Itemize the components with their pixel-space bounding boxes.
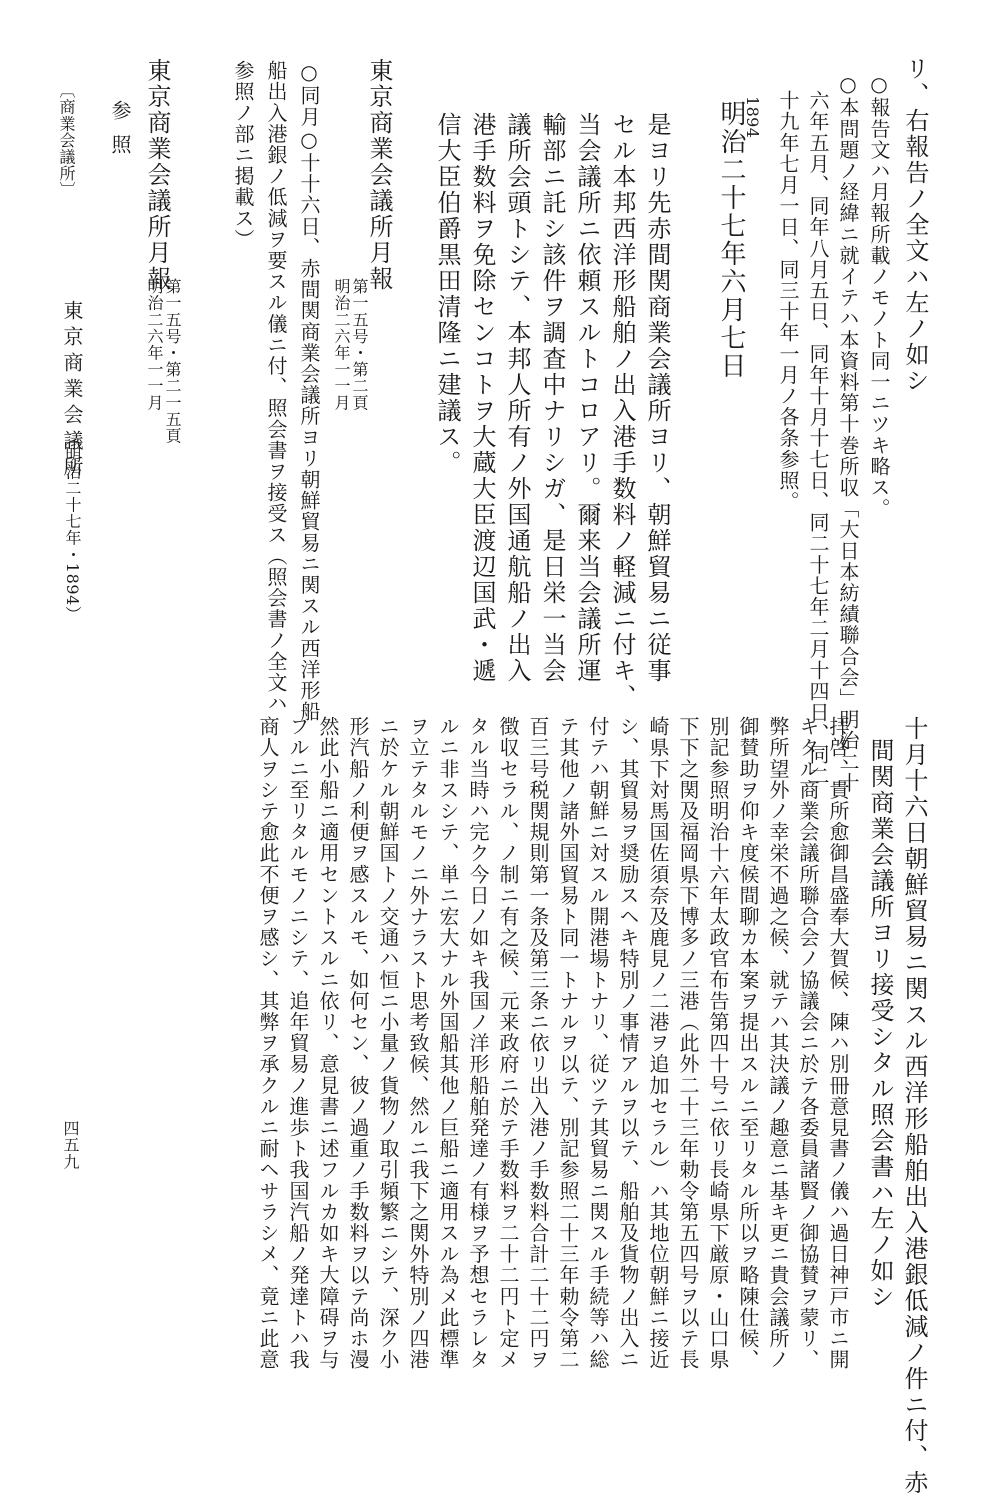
footer-name: 東京商業会議所 [60,300,84,482]
body-column: セル本邦西洋形船舶ノ出入港手数料ノ軽減ニ付キ、 [608,112,636,710]
letter-column: 然此小船ニ適用セントスルニ依リ、意見書ニ述フルカ如キ大障碍ヲ与 [316,716,340,1371]
year-note: 1894 [743,96,762,139]
source-text: 船出入港銀ノ低減ヲ要スル儀ニ付、照会書ヲ接受ス（照会書ノ全文ハ [264,60,288,715]
body-column: 当会議所ニ依頼スルトコロアリ。爾来当会議所運 [573,112,601,684]
letter-column: フルニ至リタルモノニシテ、追年貿易ノ進歩ト我国汽船ノ発達トハ我 [286,716,310,1371]
footer-org: 〔商業会議所〕 [57,82,76,199]
source-text: ○同月○十十六日、赤間関商業会議所ヨリ朝鮮貿易ニ関スル西洋形船 [297,60,321,723]
letter-column: テ其他ノ諸外国貿易ト同一トナルヲ以テ、別記参照二十三年勅令第二 [556,716,580,1371]
letter-column: タル当時ハ完ク今日ノ如キ我国ノ洋形船舶発達ノ有様ヲ予想セラレタ [466,716,490,1371]
letter-column: 商人ヲシテ愈此不便ヲ感シ、其弊ヲ承クルニ耐ヘサラシメ、竟ニ此意 [256,716,280,1371]
letter-column: キタル商業会議所聯合会ノ協議会ニ於テ各委員諸賢ノ御協賛ヲ蒙リ、 [796,716,820,1371]
letter-column: 弊所望外ノ幸栄不過之候、就テハ其決議ノ趣意ニ基キ更ニ貴会議所ノ [766,716,790,1371]
source-title: 東京商業会議所月報 [365,58,393,292]
text-column: 間関商業会議所ヨリ接受シタル照会書ハ左ノ如シ [866,738,894,1310]
letter-column: 別記参照明治十六年太政官布告第四十号ニ依リ長崎県下厳原・山口県 [706,716,730,1371]
note-column: ○報告文ハ月報所載ノモノト同一ニツキ略ス。 [867,72,891,520]
letter-column: ニ於ケル朝鮮国トノ交通ハ恒ニ小量ノ貨物ノ取引頻繁ニシテ、深ク小 [376,716,400,1371]
page-number: 四五九 [61,1120,80,1170]
text-column: 十月十六日朝鮮貿易ニ関スル西洋形船舶出入港銀低減ノ件ニ付、赤 [900,716,928,1496]
letter-column: 徴収セラル、ノ制ニ有之候、元来政府ニ於テ手数料ヲ二十二円ト定メ [496,716,520,1371]
source-ref: 第一五号・第二一五頁 [163,278,182,444]
letter-column: 拝啓、貴所愈御昌盛奉大賀候、陳ハ別冊意見書ノ儀ハ過日神戸市ニ開 [826,716,850,1371]
letter-column: ルニ非スシテ、単ニ宏大ナル外国船其他ノ巨船ニ適用スル為メ此標準 [436,716,460,1371]
source-title: 東京商業会議所月報 [143,58,171,292]
sanko-heading: 参照 [108,100,132,168]
note-column: ○本問題ノ経緯ニ就イテハ本資料第十巻所収「大日本紡績聯合会」明治二十 [836,72,860,794]
body-column: 議所会頭トシテ、本邦人所有ノ外国通航船ノ出入 [503,112,531,684]
letter-column: 付テハ朝鮮ニ対スル開港場トナリ、従ツテ其貿易ニ関スル手続等ハ総 [586,716,610,1371]
body-column: 港手数料ヲ免除センコトヲ大蔵大臣渡辺国武・遞 [468,112,496,684]
body-column: 輸部ニ託シ該件ヲ調査中ナリシガ、是日栄一当会 [538,112,566,684]
source-date: 明治二六年一一月 [332,278,351,411]
source-ref: 第一五号・第二頁 [350,278,369,411]
footer-year: （明治二十七年・1894） [63,430,82,623]
letter-column: シ、其貿易ヲ奨励スヘキ特別ノ事情アルヲ以テ、船舶及貨物ノ出入ニ [616,716,640,1371]
letter-column: 形汽船ノ利便ヲ感スルモ、如何セン、彼ノ過重ノ手数料ヲ以テ尚ホ漫 [346,716,370,1371]
body-column: 信大臣伯爵黒田清隆ニ建議ス。 [433,112,461,476]
letter-column: 百三号税関規則第一条及第三条ニ依リ出入港ノ手数料合計二十二円ヲ [526,716,550,1371]
source-text: 参照ノ部ニ掲載ス） [231,60,255,250]
note-column: 六年五月、同年八月五日、同年十月十七日、同二十七年二月十四日、同二 [806,90,830,787]
note-column: 十九年七月一日、同三十年一月ノ各条参照。 [776,90,800,512]
body-column: 是ヨリ先赤間関商業会議所ヨリ、朝鮮貿易ニ従事 [643,112,671,684]
text-column: リ、右報告ノ全文ハ左ノ如シ [901,56,929,394]
letter-column: 御賛助ヲ仰キ度候間聊カ本案ヲ提出スルニ至リタル所以ヲ略陳仕候、 [736,716,760,1371]
letter-column: ヲ立テタルモノニ外ナラスト思考致候、然ルニ我下之関外特別ノ四港 [406,716,430,1371]
letter-column: 下下之関及福岡県下博多ノ三港（此外二十三年勅令第五四号ヲ以テ長 [676,716,700,1371]
source-date: 明治二六年一一月 [145,278,164,411]
date-heading: 明治二十七年六月七日 [716,100,746,380]
letter-column: 崎県下対馬国佐須奈及鹿見ノ二港ヲ追加セラル）ハ其地位朝鮮ニ接近 [646,716,670,1371]
